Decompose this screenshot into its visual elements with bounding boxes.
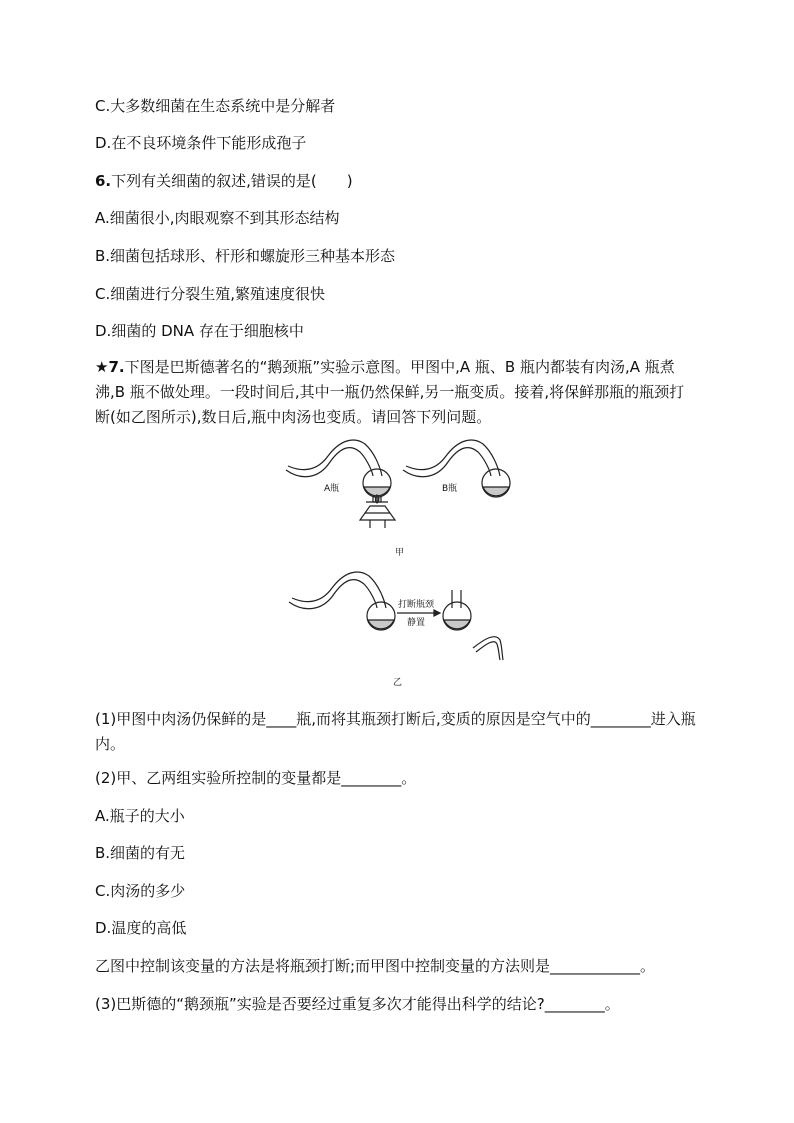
q5-option-d: D.在不良环境条件下能形成孢子: [95, 134, 307, 152]
q7-sub2b: 乙图中控制该变量的方法是将瓶颈打断;而甲图中控制变量的方法则是____________。: [95, 957, 656, 975]
q7-number: ★7.: [95, 358, 125, 376]
q7-sub2: (2)甲、乙两组实验所控制的变量都是________。: [95, 769, 417, 787]
flask-yi-intact: [289, 572, 395, 630]
q7-option-c: C.肉汤的多少: [95, 882, 186, 900]
burner: [360, 495, 395, 528]
q7-sub3: (3)巴斯德的“鹅颈瓶”实验是否要经过重复多次才能得出科学的结论?________。: [95, 995, 620, 1013]
arrow-label-bottom: 静置: [407, 618, 426, 628]
q7-option-b: B.细菌的有无: [95, 844, 186, 862]
figure-caption-yi: 乙: [393, 678, 403, 688]
q6-option-a: A.细菌很小,肉眼观察不到其形态结构: [95, 209, 340, 227]
flask-b-label: B瓶: [442, 484, 458, 494]
q7-stem-text: 下图是巴斯德著名的“鹅颈瓶”实验示意图。甲图中,A 瓶、B 瓶内都装有肉汤,A 瓶煮沸,B 瓶不做处理。一段时间后,其中一瓶仍然保鲜,另一瓶变质。接着,将保鲜那瓶的瓶颈打断(如乙图所示),数日后,瓶中肉汤也变质。请回答下列问题。: [95, 358, 685, 426]
q6-option-c: C.细菌进行分裂生殖,繁殖速度很快: [95, 285, 326, 303]
q7-option-a: A.瓶子的大小: [95, 807, 185, 825]
q7-option-d: D.温度的高低: [95, 919, 187, 937]
arrow-label-top: 打断瓶颈: [398, 600, 435, 610]
figure-caption-jia: 甲: [395, 548, 405, 558]
q7-sub1: (1)甲图中肉汤仍保鲜的是____瓶,而将其瓶颈打断后,变质的原因是空气中的________进入瓶内。: [95, 710, 696, 753]
q5-option-c: C.大多数细菌在生态系统中是分解者: [95, 97, 336, 115]
q6-option-b: B.细菌包括球形、杆形和螺旋形三种基本形态: [95, 247, 396, 265]
flask-a-label: A瓶: [324, 484, 340, 494]
q6-stem-text: 下列有关细菌的叙述,错误的是( ): [111, 172, 353, 190]
q6-option-d: D.细菌的 DNA 存在于细胞核中: [95, 322, 304, 340]
flask-yi-broken: [443, 590, 503, 660]
q6-number: 6.: [95, 172, 112, 190]
